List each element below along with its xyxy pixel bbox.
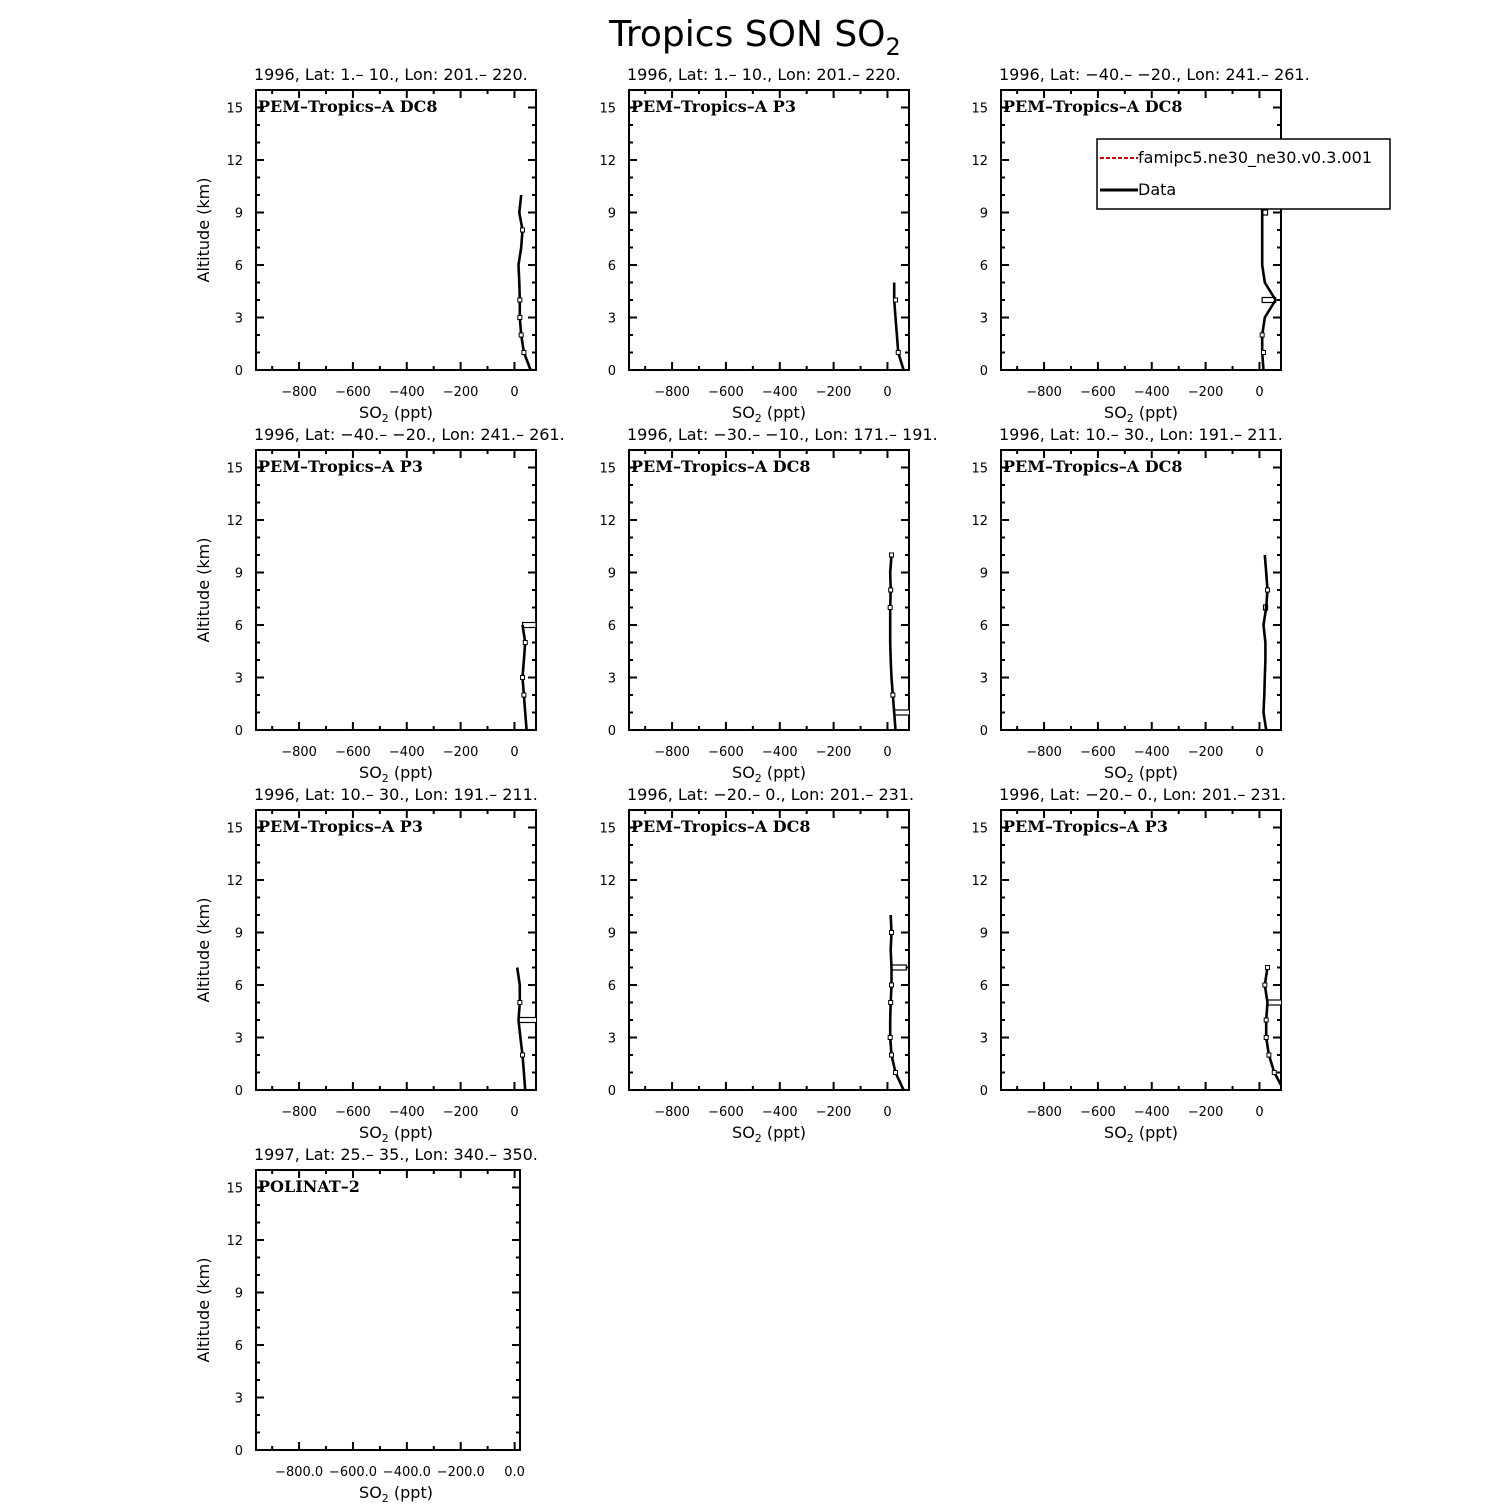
y-tick-label: 9: [234, 206, 243, 222]
x-tick-label: −200: [442, 745, 479, 760]
y-tick-label: 6: [234, 1339, 243, 1354]
campaign-label: POLINAT–2: [258, 1177, 360, 1196]
panel-title: 1997, Lat: 25.– 35., Lon: 340.– 350.: [254, 1145, 538, 1164]
plot-frame: [629, 810, 909, 1090]
plot-frame: [1001, 810, 1281, 1090]
data-profile-line: [519, 195, 531, 370]
y-tick-label: 15: [226, 101, 243, 117]
x-tick-label: −800.0: [275, 1465, 324, 1480]
campaign-label: PEM–Tropics–A P3: [1003, 817, 1168, 836]
x-axis-label: $SO_2$ (ppt): [732, 403, 806, 425]
x-tick-label: −800: [281, 385, 317, 400]
panel-title: 1996, Lat: 1.– 10., Lon: 201.– 220.: [254, 65, 528, 84]
y-tick-label: 0: [979, 724, 988, 739]
y-tick-label: 0: [979, 1084, 988, 1099]
y-tick-label: 9: [234, 566, 243, 582]
x-tick-label: −200: [1187, 385, 1224, 400]
y-axis-label: Altitude (km): [194, 537, 213, 643]
x-tick-label: −200: [442, 1105, 479, 1120]
x-axis-label: $SO_2$ (ppt): [1104, 1123, 1178, 1145]
y-tick-label: 6: [234, 979, 243, 994]
x-tick-label: −600: [708, 745, 744, 760]
data-marker: [518, 316, 522, 320]
x-tick-label: −400: [388, 385, 425, 400]
data-marker: [1264, 1036, 1268, 1040]
plot-frame: [256, 450, 536, 730]
y-tick-label: 3: [979, 671, 988, 687]
campaign-label: PEM–Tropics–A DC8: [1003, 457, 1183, 476]
campaign-label: PEM–Tropics–A DC8: [631, 817, 811, 836]
y-tick-label: 9: [234, 1286, 243, 1302]
campaign-label: PEM–Tropics–A P3: [258, 817, 423, 836]
y-tick-label: 6: [607, 979, 616, 994]
x-tick-label: −200: [1187, 1105, 1224, 1120]
y-tick-label: 3: [979, 1031, 988, 1047]
data-profile-line: [894, 283, 903, 371]
panel: [599, 65, 909, 425]
x-tick-label: −800: [654, 1105, 690, 1120]
x-tick-label: −600.0: [328, 1465, 378, 1480]
y-tick-label: 0: [234, 1084, 243, 1099]
plot-frame: [256, 1170, 520, 1450]
y-tick-label: 0: [234, 364, 243, 379]
y-tick-label: 0: [607, 1084, 616, 1099]
data-marker: [1260, 333, 1264, 337]
y-tick-label: 6: [979, 619, 988, 634]
y-tick-label: 0: [234, 724, 243, 739]
data-marker: [894, 298, 898, 302]
data-marker: [521, 228, 525, 232]
data-marker: [894, 1071, 898, 1075]
panel-title: 1996, Lat: −40.– −20., Lon: 241.– 261.: [999, 65, 1310, 84]
y-tick-label: 9: [607, 566, 616, 582]
y-tick-label: 12: [971, 154, 988, 169]
x-axis-label: $SO_2$ (ppt): [359, 403, 433, 425]
y-tick-label: 3: [607, 1031, 616, 1047]
y-tick-label: 15: [599, 821, 616, 837]
y-tick-label: 6: [979, 979, 988, 994]
panel: [194, 785, 541, 1145]
y-tick-label: 15: [226, 821, 243, 837]
x-tick-label: 0.0: [504, 1465, 525, 1480]
y-tick-label: 3: [607, 311, 616, 327]
panel: [971, 425, 1282, 785]
data-layer: [1260, 195, 1275, 370]
x-tick-label: 0: [510, 1105, 519, 1120]
panel: [194, 65, 536, 425]
legend: [1097, 139, 1390, 209]
y-tick-label: 12: [599, 874, 616, 889]
x-tick-label: 0: [510, 385, 519, 400]
y-tick-label: 3: [234, 311, 243, 327]
x-tick-label: 0: [883, 1105, 892, 1120]
data-marker: [889, 588, 893, 592]
y-tick-label: 9: [607, 926, 616, 942]
x-tick-label: −200: [815, 385, 852, 400]
x-axis-label: $SO_2$ (ppt): [1104, 763, 1178, 785]
x-tick-label: −600: [1080, 1105, 1116, 1120]
data-marker: [519, 333, 523, 337]
data-marker: [1263, 983, 1267, 987]
x-tick-label: −400: [1133, 745, 1170, 760]
data-marker: [889, 1001, 893, 1005]
x-tick-label: −200: [442, 385, 479, 400]
data-profile-line: [1264, 555, 1268, 730]
panel: [599, 785, 914, 1145]
plot-frame: [629, 90, 909, 370]
y-tick-label: 12: [971, 874, 988, 889]
x-tick-label: 0: [1255, 745, 1264, 760]
x-tick-label: −600: [335, 745, 371, 760]
x-tick-label: −600: [1080, 385, 1116, 400]
data-marker: [891, 693, 895, 697]
x-tick-label: −800: [654, 745, 690, 760]
data-marker: [1262, 351, 1266, 355]
y-tick-label: 6: [607, 619, 616, 634]
data-marker: [888, 1036, 892, 1040]
data-layer: [521, 623, 536, 731]
panel: [971, 785, 1289, 1145]
legend-label: famipc5.ne30_ne30.v0.3.001: [1138, 148, 1372, 167]
legend-label: Data: [1138, 180, 1177, 199]
x-tick-label: −200: [1187, 745, 1224, 760]
y-tick-label: 0: [234, 1444, 243, 1459]
x-tick-label: −600: [335, 1105, 371, 1120]
x-tick-label: −400: [761, 1105, 798, 1120]
y-tick-label: 15: [971, 821, 988, 837]
data-marker: [1272, 1071, 1276, 1075]
campaign-label: PEM–Tropics–A DC8: [1003, 97, 1183, 116]
y-axis-label: Altitude (km): [194, 1257, 213, 1363]
y-tick-label: 6: [234, 259, 243, 274]
x-tick-label: 0: [1255, 1105, 1264, 1120]
data-layer: [1264, 555, 1270, 730]
plot-frame: [1001, 450, 1281, 730]
x-tick-label: −400: [761, 745, 798, 760]
data-marker: [522, 351, 526, 355]
panel-title: 1996, Lat: 1.– 10., Lon: 201.– 220.: [627, 65, 901, 84]
y-tick-label: 3: [234, 671, 243, 687]
x-axis-label: $SO_2$ (ppt): [359, 1483, 433, 1505]
y-tick-label: 6: [607, 259, 616, 274]
data-marker: [518, 298, 522, 302]
y-tick-label: 12: [599, 514, 616, 529]
y-tick-label: 0: [607, 724, 616, 739]
panel: [194, 1145, 538, 1505]
data-marker: [890, 983, 894, 987]
data-marker: [518, 1001, 522, 1005]
y-tick-label: 15: [599, 101, 616, 117]
x-tick-label: 0: [883, 385, 892, 400]
panel-title: 1996, Lat: 10.– 30., Lon: 191.– 211.: [254, 785, 538, 804]
x-tick-label: −400: [388, 1105, 425, 1120]
y-tick-label: 12: [226, 154, 243, 169]
x-tick-label: −600: [708, 385, 744, 400]
spread-box: [523, 623, 536, 628]
data-marker: [521, 676, 525, 680]
x-axis-label: $SO_2$ (ppt): [359, 763, 433, 785]
panel-title: 1996, Lat: 10.– 30., Lon: 191.– 211.: [999, 425, 1283, 444]
data-marker: [1267, 1053, 1271, 1057]
data-profile-line: [517, 968, 525, 1091]
data-profile-line: [890, 555, 895, 730]
y-axis-label: Altitude (km): [194, 177, 213, 283]
x-tick-label: −600: [335, 385, 371, 400]
campaign-label: PEM–Tropics–A DC8: [631, 457, 811, 476]
plot-frame: [256, 90, 536, 370]
data-marker: [523, 641, 527, 645]
y-tick-label: 3: [234, 1031, 243, 1047]
x-tick-label: −400: [761, 385, 798, 400]
x-axis-label: $SO_2$ (ppt): [1104, 403, 1178, 425]
spread-box: [519, 1018, 542, 1023]
data-marker: [1266, 588, 1270, 592]
data-marker: [522, 693, 526, 697]
x-tick-label: 0: [1255, 385, 1264, 400]
x-tick-label: −400: [1133, 385, 1170, 400]
x-tick-label: −800: [1026, 1105, 1062, 1120]
data-marker: [1264, 1018, 1268, 1022]
x-tick-label: −200: [815, 1105, 852, 1120]
panel-title: 1996, Lat: −20.– 0., Lon: 201.– 231.: [627, 785, 915, 804]
data-marker: [521, 1053, 525, 1057]
x-axis-label: $SO_2$ (ppt): [732, 1123, 806, 1145]
y-tick-label: 3: [979, 311, 988, 327]
x-axis-label: $SO_2$ (ppt): [732, 763, 806, 785]
panel: [599, 425, 937, 785]
y-tick-label: 12: [599, 154, 616, 169]
y-tick-label: 9: [979, 566, 988, 582]
data-marker: [896, 351, 900, 355]
y-tick-label: 6: [234, 619, 243, 634]
x-tick-label: −600: [708, 1105, 744, 1120]
x-axis-label: $SO_2$ (ppt): [359, 1123, 433, 1145]
x-tick-label: −400.0: [382, 1465, 431, 1480]
y-tick-label: 15: [971, 101, 988, 117]
x-tick-label: −800: [281, 745, 317, 760]
x-tick-label: −600: [1080, 745, 1116, 760]
campaign-label: PEM–Tropics–A P3: [258, 457, 423, 476]
x-tick-label: −800: [1026, 385, 1062, 400]
x-tick-label: −800: [1026, 745, 1062, 760]
y-tick-label: 6: [979, 259, 988, 274]
x-tick-label: 0: [883, 745, 892, 760]
y-tick-label: 12: [226, 514, 243, 529]
data-marker: [890, 1053, 894, 1057]
data-marker: [1266, 966, 1270, 970]
panels: [194, 65, 1310, 1505]
y-tick-label: 12: [971, 514, 988, 529]
data-profile-line: [1262, 195, 1276, 370]
data-layer: [518, 195, 531, 370]
campaign-label: PEM–Tropics–A DC8: [258, 97, 438, 116]
y-tick-label: 0: [607, 364, 616, 379]
y-tick-label: 15: [226, 1181, 243, 1197]
y-tick-label: 9: [979, 926, 988, 942]
y-tick-label: 3: [607, 671, 616, 687]
x-tick-label: 0: [510, 745, 519, 760]
panel: [971, 65, 1309, 425]
x-tick-label: −800: [281, 1105, 317, 1120]
panel-title: 1996, Lat: −40.– −20., Lon: 241.– 261.: [254, 425, 565, 444]
y-tick-label: 12: [226, 1234, 243, 1249]
x-tick-label: −800: [654, 385, 690, 400]
campaign-label: PEM–Tropics–A P3: [631, 97, 796, 116]
spread-box: [1268, 1000, 1290, 1005]
y-tick-label: 15: [971, 461, 988, 477]
panel: [194, 425, 565, 785]
y-tick-label: 9: [607, 206, 616, 222]
y-axis-label: Altitude (km): [194, 897, 213, 1003]
data-layer: [894, 283, 904, 371]
x-tick-label: −200: [815, 745, 852, 760]
panel-title: 1996, Lat: −20.– 0., Lon: 201.– 231.: [999, 785, 1287, 804]
spread-box: [894, 710, 928, 715]
y-tick-label: 15: [226, 461, 243, 477]
y-tick-label: 9: [234, 926, 243, 942]
x-tick-label: −200.0: [436, 1465, 485, 1480]
figure-title: Tropics SON $SO_2$: [609, 14, 901, 61]
y-tick-label: 0: [979, 364, 988, 379]
y-tick-label: 3: [234, 1391, 243, 1407]
x-tick-label: −400: [388, 745, 425, 760]
panel-title: 1996, Lat: −30.– −10., Lon: 171.– 191.: [627, 425, 938, 444]
y-tick-label: 9: [979, 206, 988, 222]
y-tick-label: 12: [226, 874, 243, 889]
data-layer: [888, 915, 906, 1090]
data-marker: [890, 931, 894, 935]
x-tick-label: −400: [1133, 1105, 1170, 1120]
y-tick-label: 15: [599, 461, 616, 477]
plot-frame: [256, 810, 536, 1090]
plot-frame: [629, 450, 909, 730]
plot-frame: [1001, 90, 1281, 370]
data-marker: [888, 606, 892, 610]
spread-box: [892, 965, 907, 970]
data-marker: [890, 553, 894, 557]
